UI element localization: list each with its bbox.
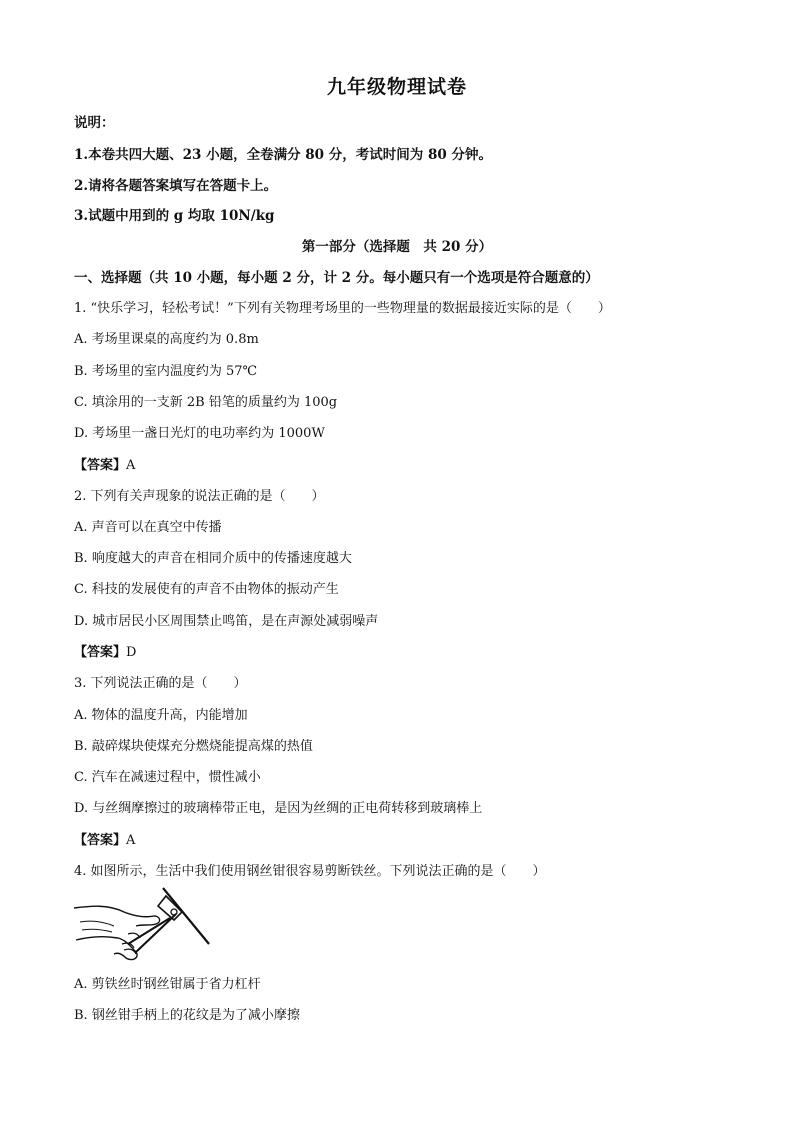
answer-label: 【答案】 <box>74 833 127 848</box>
question-2-option-c: C. 科技的发展使有的声音不由物体的振动产生 <box>74 582 339 597</box>
question-2-stem: 2. 下列有关声现象的说法正确的是（ ） <box>74 489 325 504</box>
section-heading: 一、选择题（共 10 小题，每小题 2 分，计 2 分。每小题只有一个选项是符合题意的） <box>74 270 599 286</box>
hand-fingers <box>76 937 137 960</box>
question-2-answer <box>74 641 136 660</box>
pliers-cutting-wire-figure <box>70 882 215 964</box>
question-2-option-d: D. 城市居民小区周围禁止鸣笛，是在声源处减弱噪声 <box>74 614 379 629</box>
answer-label: 【答案】 <box>74 645 127 660</box>
answer-value: D <box>126 645 137 660</box>
question-4-stem: 4. 如图所示，生活中我们使用钢丝钳很容易剪断铁丝。下列说法正确的是（ ） <box>74 864 546 879</box>
answer-value: A <box>126 833 136 848</box>
page-title: 九年级物理试卷 <box>326 76 467 98</box>
question-2-option-a: A. 声音可以在真空中传播 <box>74 520 222 535</box>
notes-heading: 说明： <box>74 115 115 131</box>
question-1-answer <box>74 454 135 473</box>
question-3-option-b: B. 敲碎煤块使煤充分燃烧能提高煤的热值 <box>74 739 313 754</box>
question-3-option-a: A. 物体的温度升高，内能增加 <box>74 708 248 723</box>
pliers-jaw <box>158 896 182 920</box>
hand-shading <box>80 921 114 932</box>
answer-label: 【答案】 <box>74 458 127 473</box>
pliers-pivot <box>171 909 177 915</box>
question-1-option-a: A. 考场里课桌的高度约为 0.8m <box>74 332 259 347</box>
question-3-stem: 3. 下列说法正确的是（ ） <box>74 676 247 691</box>
question-1-option-c: C. 填涂用的一支新 2B 铅笔的质量约为 100g <box>74 395 338 410</box>
note-item-2: 2.请将各题答案填写在答题卡上。 <box>74 178 278 194</box>
question-2-option-b: B. 响度越大的声音在相同介质中的传播速度越大 <box>74 551 352 566</box>
question-3-option-d: D. 与丝绸摩擦过的玻璃棒带正电，是因为丝绸的正电荷转移到玻璃棒上 <box>74 801 483 816</box>
question-4-option-b: B. 钢丝钳手柄上的花纹是为了减小摩擦 <box>74 1008 300 1023</box>
question-1-option-b: B. 考场里的室内温度约为 57℃ <box>74 364 258 379</box>
question-4-option-a: A. 剪铁丝时钢丝钳属于省力杠杆 <box>74 977 261 992</box>
note-item-1: 1.本卷共四大题、23 小题，全卷满分 80 分，考试时间为 80 分钟。 <box>74 147 492 163</box>
question-3-answer <box>74 829 135 848</box>
note-item-3: 3.试题中用到的 g 均取 10N/kg <box>74 208 275 224</box>
answer-value: A <box>126 458 136 473</box>
question-3-option-c: C. 汽车在减速过程中，惯性减小 <box>74 770 261 785</box>
question-1-option-d: D. 考场里一盏日光灯的电功率约为 1000W <box>74 426 325 441</box>
hand-thumb <box>74 906 160 926</box>
part1-heading: 第一部分（选择题 共 20 分） <box>301 239 493 255</box>
question-1-stem: 1. “快乐学习，轻松考试！”下列有关物理考场里的一些物理量的数据最接近实际的是（ ） <box>74 301 611 316</box>
